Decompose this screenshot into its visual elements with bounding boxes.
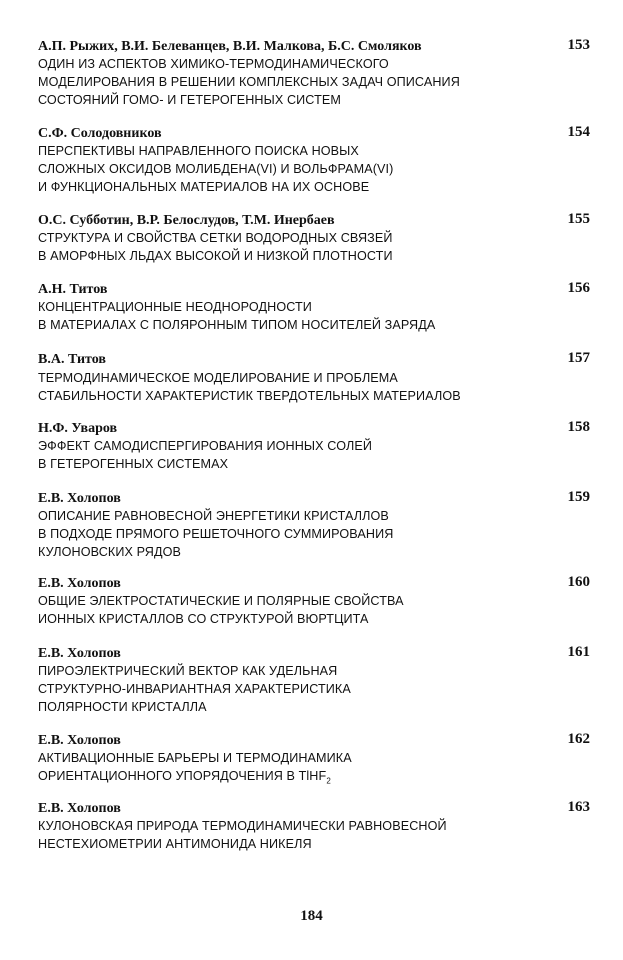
entry-title-line: В ПОДХОДЕ ПРЯМОГО РЕШЕТОЧНОГО СУММИРОВАНИЯ — [38, 527, 394, 541]
entry-title-line: МОДЕЛИРОВАНИЯ В РЕШЕНИИ КОМПЛЕКСНЫХ ЗАДАЧ ОПИСАНИЯ — [38, 75, 460, 89]
entry-title-line: В АМОРФНЫХ ЛЬДАХ ВЫСОКОЙ И НИЗКОЙ ПЛОТНОСТИ — [38, 249, 393, 263]
entry-title-line: ПОЛЯРНОСТИ КРИСТАЛЛА — [38, 700, 207, 714]
entry-authors: Е.В. Холопов — [38, 733, 121, 748]
toc-entry — [38, 800, 590, 853]
entry-authors: Е.В. Холопов — [38, 491, 121, 506]
entry-page-number: 162 — [567, 731, 590, 747]
toc-entry — [38, 38, 590, 109]
entry-title-line: СТАБИЛЬНОСТИ ХАРАКТЕРИСТИК ТВЕРДОТЕЛЬНЫХ МАТЕРИАЛОВ — [38, 389, 461, 403]
entry-title-line: ОБЩИЕ ЭЛЕКТРОСТАТИЧЕСКИЕ И ПОЛЯРНЫЕ СВОЙСТВА — [38, 594, 404, 608]
entry-title-line: И ФУНКЦИОНАЛЬНЫХ МАТЕРИАЛОВ НА ИХ ОСНОВЕ — [38, 180, 370, 194]
entry-title-text: ОРИЕНТАЦИОННОГО УПОРЯДОЧЕНИЯ В TlHF — [38, 769, 327, 783]
entry-authors: В.А. Титов — [38, 352, 106, 367]
entry-title-line: СТРУКТУРА И СВОЙСТВА СЕТКИ ВОДОРОДНЫХ СВЯЗЕЙ — [38, 231, 393, 245]
entry-page-number: 153 — [567, 37, 590, 53]
toc-entry — [38, 212, 590, 265]
entry-title-line: НЕСТЕХИОМЕТРИИ АНТИМОНИДА НИКЕЛЯ — [38, 837, 312, 851]
entry-title-line: СТРУКТУРНО-ИНВАРИАНТНАЯ ХАРАКТЕРИСТИКА — [38, 682, 351, 696]
entry-title-line: СОСТОЯНИЙ ГОМО- И ГЕТЕРОГЕННЫХ СИСТЕМ — [38, 93, 341, 107]
entry-title-line: ЭФФЕКТ САМОДИСПЕРГИРОВАНИЯ ИОННЫХ СОЛЕЙ — [38, 439, 372, 453]
entry-authors: А.П. Рыжих, В.И. Белеванцев, В.И. Малкова, Б.С. Смоляков — [38, 39, 422, 54]
toc-entry — [38, 490, 590, 561]
entry-page-number: 156 — [567, 280, 590, 296]
entry-authors: О.С. Субботин, В.Р. Белослудов, Т.М. Инербаев — [38, 213, 335, 228]
toc-entry — [38, 351, 590, 405]
page-footer-number: 184 — [300, 908, 323, 924]
formula-subscript: 2 — [326, 776, 331, 786]
entry-title-line: КУЛОНОВСКАЯ ПРИРОДА ТЕРМОДИНАМИЧЕСКИ РАВНОВЕСНОЙ — [38, 819, 447, 833]
entry-authors: А.Н. Титов — [38, 282, 108, 297]
toc-entry — [38, 125, 590, 196]
entry-title-line: АКТИВАЦИОННЫЕ БАРЬЕРЫ И ТЕРМОДИНАМИКА — [38, 751, 352, 765]
entry-authors: Е.В. Холопов — [38, 801, 121, 816]
entry-page-number: 158 — [567, 419, 590, 435]
entry-title-line: ОПИСАНИЕ РАВНОВЕСНОЙ ЭНЕРГЕТИКИ КРИСТАЛЛОВ — [38, 509, 389, 523]
entry-page-number: 163 — [567, 799, 590, 815]
entry-authors: С.Ф. Солодовников — [38, 126, 162, 141]
entry-authors: Е.В. Холопов — [38, 646, 121, 661]
entry-title-line — [38, 767, 590, 791]
entry-page-number: 161 — [567, 644, 590, 660]
toc-entry — [38, 732, 590, 791]
entry-title-line: КОНЦЕНТРАЦИОННЫЕ НЕОДНОРОДНОСТИ — [38, 300, 312, 314]
entry-page-number: 159 — [567, 489, 590, 505]
entry-page-number: 160 — [567, 574, 590, 590]
entry-title-line: В МАТЕРИАЛАХ С ПОЛЯРОННЫМ ТИПОМ НОСИТЕЛЕЙ ЗАРЯДА — [38, 318, 436, 332]
entry-title-line: ИОННЫХ КРИСТАЛЛОВ СО СТРУКТУРОЙ ВЮРТЦИТА — [38, 612, 369, 626]
entry-title-line: КУЛОНОВСКИХ РЯДОВ — [38, 545, 182, 559]
entry-page-number: 155 — [567, 211, 590, 227]
entry-title-line: В ГЕТЕРОГЕННЫХ СИСТЕМАХ — [38, 457, 229, 471]
entry-title-line: ТЕРМОДИНАМИЧЕСКОЕ МОДЕЛИРОВАНИЕ И ПРОБЛЕМА — [38, 371, 398, 385]
entry-title-line: ОДИН ИЗ АСПЕКТОВ ХИМИКО-ТЕРМОДИНАМИЧЕСКОГО — [38, 57, 389, 71]
entry-title-line: ПИРОЭЛЕКТРИЧЕСКИЙ ВЕКТОР КАК УДЕЛЬНАЯ — [38, 664, 338, 678]
entry-page-number: 154 — [567, 124, 590, 140]
toc-entry — [38, 645, 590, 716]
entry-authors: Н.Ф. Уваров — [38, 421, 118, 436]
entry-page-number: 157 — [567, 350, 590, 366]
toc-entry — [38, 420, 590, 473]
entry-title-line: СЛОЖНЫХ ОКСИДОВ МОЛИБДЕНА(VI) И ВОЛЬФРАМА(VI) — [38, 162, 394, 176]
toc-entry — [38, 281, 590, 334]
entry-authors: Е.В. Холопов — [38, 576, 121, 591]
entry-title-line: ПЕРСПЕКТИВЫ НАПРАВЛЕННОГО ПОИСКА НОВЫХ — [38, 144, 359, 158]
toc-entry — [38, 575, 590, 628]
